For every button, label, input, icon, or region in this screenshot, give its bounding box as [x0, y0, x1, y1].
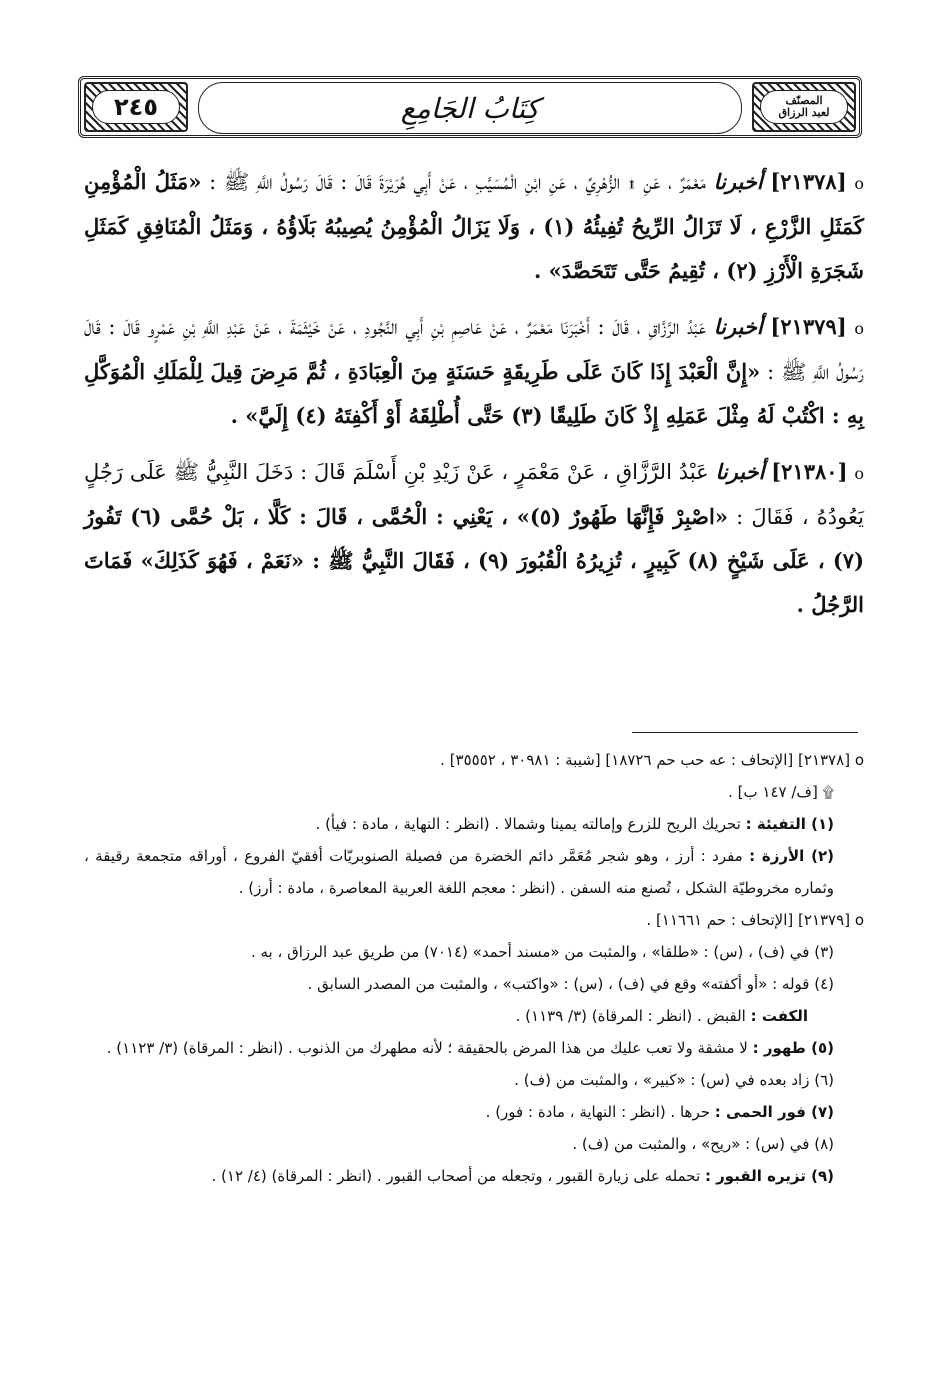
hadith-entry: o [٢١٣٨٠] أخبرنا عَبْدُ الرَّزَّاقِ ، عَنْ مَعْمَرٍ ، عَنْ زَيْدِ بْنِ أَسْلَمَ قَالَ : دَخَلَ النَّبِيُّ ﷺ عَلَى رَجُلٍ يَعُودُهُ ، فَقَالَ : «اصْبِرْ فَإِنَّهَا طَهُورٌ (٥)» ، يَعْنِي : الْحُمَّى ، قَالَ : كَلَّا ، بَلْ حُمَّى (٦) تَفُورُ (٧) ، عَلَى شَيْخٍ (٨) كَبِيرٍ ، تُزِيرُهُ الْقُبُورَ (٩) ، فَقَالَ النَّبِيُّ ﷺ : «نَعَمْ ، فَهُوَ كَذَلِكَ» فَمَاتَ الرَّجُلُ .	[84, 459, 864, 617]
chapter-title-box	[198, 82, 742, 134]
hadith-ikhbar: أخبرنا	[713, 314, 763, 339]
hadith-entry: o [٢١٣٧٨] أخبرنا مَعْمَرٌ ، عَنِ ۩ الزُّهْرِيِّ ، عَنِ ابْنِ الْمُسَيَّبِ ، عَنْ أَبِي هُرَيْرَةَ قَالَ : قَالَ رَسُولُ اللَّهِ ﷺ : «مَثَلُ الْمُؤْمِنِ كَمَثَلِ الزَّرْعِ ، لَا تَزَالُ الرِّيحُ تُفِيئُهُ (١) ، وَلَا يَزَالُ الْمُؤْمِنُ يُصِيبُهُ بَلَاؤُهُ ، وَمَثَلُ الْمُنَافِقِ كَمَثَلِ شَجَرَةِ الْأَرْزِ (٢) ، تُقِيمُ حَتَّى تَتَحَصَّدَ» .	[84, 169, 864, 283]
hadith-matn: «إِنَّ الْعَبْدَ إِذَا كَانَ عَلَى طَرِيقَةٍ حَسَنَةٍ مِنَ الْعِبَادَةِ ، ثُمَّ مَرِضَ قِيلَ لِلْمَلَكِ الْمُوَكَّلِ بِهِ : اكْتُبْ لَهُ مِثْلَ عَمَلِهِ إِذْ كَانَ طَلِيقًا (٣) حَتَّى أُطْلِقَهُ أَوْ أَكْفِتَهُ (٤) إِلَيَّ» .	[84, 359, 864, 428]
hadith-number: [٢١٣٨٠]	[771, 459, 848, 484]
footnote-separator	[632, 732, 858, 733]
hadith-matn: «اصْبِرْ فَإِنَّهَا طَهُورٌ (٥)» ، يَعْنِي : الْحُمَّى ، قَالَ : كَلَّا ، بَلْ حُمَّى (٦) تَفُورُ (٧) ، عَلَى شَيْخٍ (٨) كَبِيرٍ ، تُزِيرُهُ الْقُبُورَ (٩) ، فَقَالَ النَّبِيُّ ﷺ : «نَعَمْ ، فَهُوَ كَذَلِكَ» فَمَاتَ الرَّجُلُ .	[84, 504, 864, 617]
footnote: o [٢١٣٧٨] [الإتحاف : عه حب حم ١٨٧٢٦] [شيبة : ٣٠٩٨١ ، ٣٥٥٥٢] .	[440, 751, 864, 769]
footnote: ۩ [ف/ ١٤٧ ب] .	[728, 783, 834, 801]
hadith-ikhbar: أخبرنا	[713, 169, 763, 194]
page-number: ٢٤٥	[114, 93, 158, 121]
footnote: o [٢١٣٧٩] [الإتحاف : حم ١١٦٦١] .	[646, 911, 864, 929]
hadith-isnad: مَعْمَرٌ ، عَنِ ۩ الزُّهْرِيِّ ، عَنِ ابْنِ الْمُسَيَّبِ ، عَنْ أَبِي هُرَيْرَةَ قَالَ : قَالَ رَسُولُ اللَّهِ ﷺ :	[209, 170, 706, 194]
footnote: (٩) تزيره القبور : تحمله على زيارة القبور ، وتجعله من أصحاب القبور . (انظر : المرقاة) (٤/ ١٢) .	[211, 1167, 834, 1185]
footnote: (٦) زاد بعده في (س) : «كبير» ، والمثبت من (ف) .	[514, 1071, 834, 1089]
hadith-matn: «مَثَلُ الْمُؤْمِنِ كَمَثَلِ الزَّرْعِ ، لَا تَزَالُ الرِّيحُ تُفِيئُهُ (١) ، وَلَا يَزَالُ الْمُؤْمِنُ يُصِيبُهُ بَلَاؤُهُ ، وَمَثَلُ الْمُنَافِقِ كَمَثَلِ شَجَرَةِ الْأَرْزِ (٢) ، تُقِيمُ حَتَّى تَتَحَصَّدَ» .	[84, 169, 864, 283]
hadith-number: [٢١٣٧٩]	[770, 314, 847, 339]
footnote: (٧) فور الحمى : حرها . (انظر : النهاية ، مادة : فور) .	[485, 1103, 834, 1121]
page-number-box	[84, 82, 188, 132]
footnote: (١) التفيئة : تحريك الريح للزرع وإمالته يمينا وشمالا . (انظر : النهاية ، مادة : فيأ) .	[315, 815, 834, 833]
footnote: (٥) طهور : لا مشقة ولا تعب عليك من هذا المرض بالحقيقة ؛ لأنه مطهرك من الذنوب . (انظر : المرقاة) (٣/ ١١٢٣) .	[106, 1039, 834, 1057]
hadith-isnad: عَبْدُ الرَّزَّاقِ ، عَنْ مَعْمَرٍ ، عَنْ زَيْدِ بْنِ أَسْلَمَ قَالَ : دَخَلَ النَّبِيُّ ﷺ عَلَى رَجُلٍ يَعُودُهُ ، فَقَالَ :	[84, 460, 864, 529]
hadith-entry: o [٢١٣٧٩] أخبرنا عَبْدُ الرَّزَّاقِ ، قَالَ : أَخْبَرَنَا مَعْمَرٌ ، عَنْ عَاصِمِ بْنِ أَبِي النَّجُودِ ، عَنْ خَيْثَمَةَ ، عَنْ عَبْدِ اللَّهِ بْنِ عَمْرٍو قَالَ : قَالَ رَسُولُ اللَّهِ ﷺ : «إِنَّ الْعَبْدَ إِذَا كَانَ عَلَى طَرِيقَةٍ حَسَنَةٍ مِنَ الْعِبَادَةِ ، ثُمَّ مَرِضَ قِيلَ لِلْمَلَكِ الْمُوَكَّلِ بِهِ : اكْتُبْ لَهُ مِثْلَ عَمَلِهِ إِذْ كَانَ طَلِيقًا (٣) حَتَّى أُطْلِقَهُ أَوْ أَكْفِتَهُ (٤) إِلَيَّ» .	[84, 314, 864, 428]
page-header	[78, 76, 862, 138]
hadith-isnad: عَبْدُ الرَّزَّاقِ ، قَالَ : أَخْبَرَنَا مَعْمَرٌ ، عَنْ عَاصِمِ بْنِ أَبِي النَّجُودِ ، عَنْ خَيْثَمَةَ ، عَنْ عَبْدِ اللَّهِ بْنِ عَمْرٍو قَالَ : قَالَ رَسُولُ اللَّهِ ﷺ :	[84, 315, 864, 384]
hadith-number: [٢١٣٧٨]	[770, 169, 847, 194]
logo-box	[752, 82, 856, 132]
hadith-ikhbar: أخبرنا	[715, 459, 765, 484]
footnote: الكفت : القبض . (انظر : المرقاة) (٣/ ١١٣٩) .	[515, 1007, 808, 1025]
chapter-title: كِتَابُ الجَامِعِ	[400, 91, 540, 125]
footnote: (٤) قوله : «أو أكفته» وقع في (ف) ، (س) : «واكتب» ، والمثبت من المصدر السابق .	[307, 975, 834, 993]
footnote: (٨) في (س) : «ريح» ، والمثبت من (ف) .	[572, 1135, 834, 1153]
footnote: (٢) الأرزة : مفرد : أرز ، وهو شجر مُعَمَّر دائم الخضرة من فصيلة الصنوبريّات أفقيّ الفروع ، أوراقه متجمعة رقيقة ، وثماره مخروطيّة الشكل ، تُصنع منه السفن . (انظر : معجم اللغة العربية المعاصرة ، مادة : أرز) .	[84, 847, 834, 897]
footnotes	[84, 744, 864, 1192]
book-logo: المصنّف لعبد الرزاق	[778, 94, 830, 119]
footnote: (٣) في (ف) ، (س) : «طلقا» ، والمثبت من «مسند أحمد» (٧٠١٤) من طريق عبد الرزاق ، به .	[250, 943, 834, 961]
main-text	[84, 160, 864, 639]
